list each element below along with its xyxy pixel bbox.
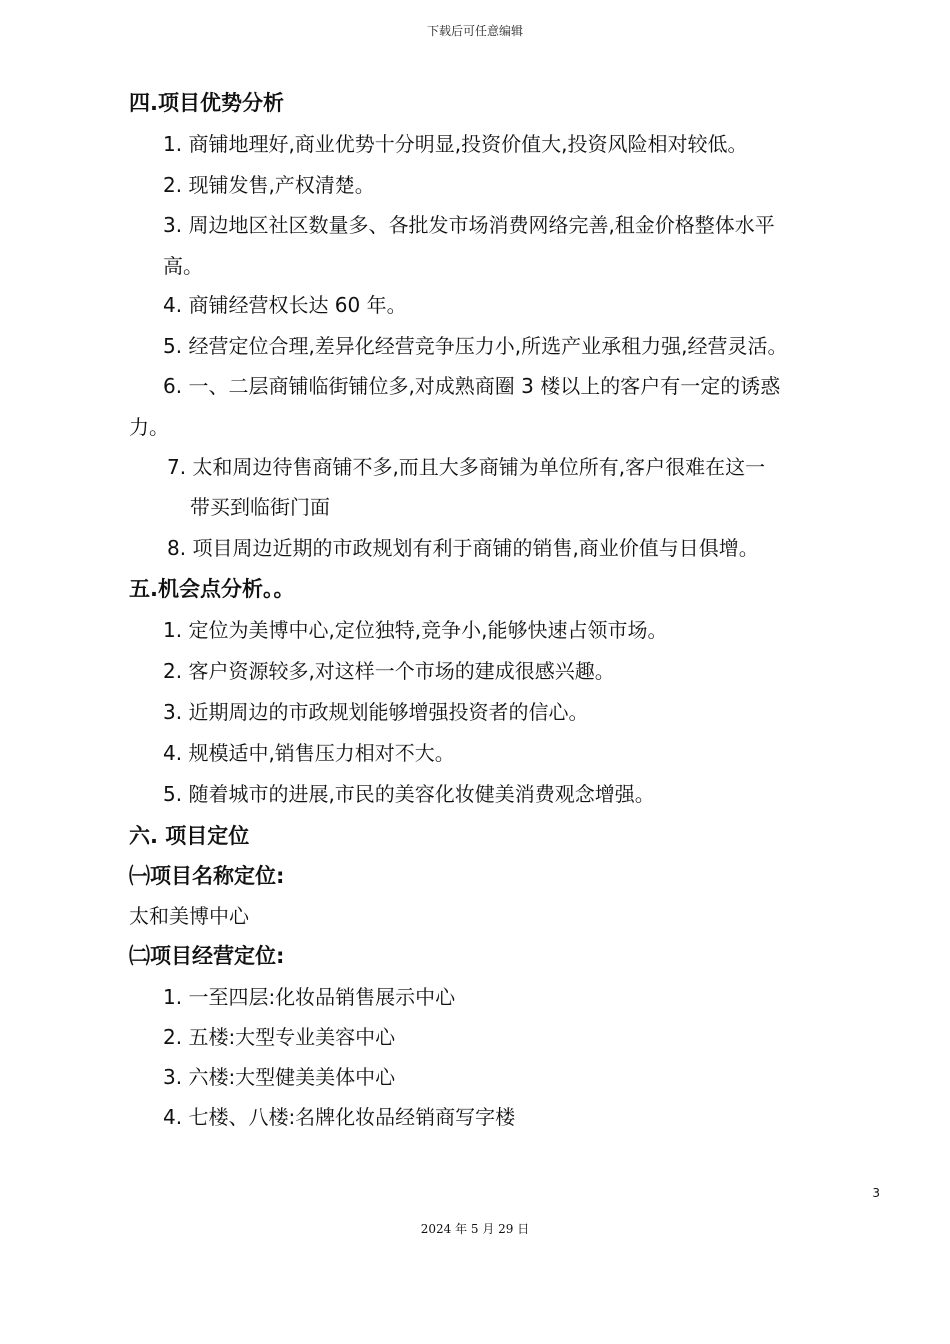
section-heading-advantages: 四.项目优势分析	[129, 91, 284, 115]
list-item: 4. 规模适中,销售压力相对不大。	[163, 741, 455, 765]
list-item: 7. 太和周边待售商铺不多,而且大多商铺为单位所有,客户很难在这一	[167, 455, 766, 479]
list-item: 8. 项目周边近期的市政规划有利于商铺的销售,商业价值与日俱增。	[167, 536, 759, 560]
subheading-name-positioning: ㈠项目名称定位:	[129, 864, 285, 888]
list-item: 4. 七楼、八楼:名牌化妆品经销商写字楼	[163, 1105, 516, 1129]
list-item: 3. 六楼:大型健美美体中心	[163, 1065, 396, 1089]
section-heading-opportunities: 五.机会点分析。。	[129, 577, 295, 601]
list-item: 1. 商铺地理好,商业优势十分明显,投资价值大,投资风险相对较低。	[163, 132, 748, 156]
list-item: 5. 随着城市的进展,市民的美容化妆健美消费观念增强。	[163, 782, 655, 806]
list-item-continuation: 力。	[129, 415, 169, 439]
list-item: 2. 现铺发售,产权清楚。	[163, 173, 375, 197]
list-item: 1. 一至四层:化妆品销售展示中心	[163, 985, 456, 1009]
page-header: 下载后可任意编辑	[426, 24, 523, 38]
page-number: 3	[872, 1186, 880, 1200]
list-item: 2. 客户资源较多,对这样一个市场的建成很感兴趣。	[163, 659, 615, 683]
list-item: 1. 定位为美博中心,定位独特,竞争小,能够快速占领市场。	[163, 618, 668, 642]
list-item: 3. 近期周边的市政规划能够增强投资者的信心。	[163, 700, 589, 724]
section-heading-positioning: 六. 项目定位	[129, 824, 250, 848]
list-item: 5. 经营定位合理,差异化经营竞争压力小,所选产业承租力强,经营灵活。	[163, 334, 788, 358]
list-item: 4. 商铺经营权长达 60 年。	[163, 293, 407, 317]
list-item: 2. 五楼:大型专业美容中心	[163, 1025, 396, 1049]
list-item: 6. 一、二层商铺临街铺位多,对成熟商圈 3 楼以上的客户有一定的诱惑	[163, 374, 781, 398]
subheading-business-positioning: ㈡项目经营定位:	[129, 944, 285, 968]
footer-date: 2024 年 5 月 29 日	[420, 1222, 530, 1236]
list-item-continuation: 带买到临街门面	[190, 495, 330, 519]
list-item-continuation: 高。	[163, 254, 203, 278]
project-name: 太和美博中心	[129, 904, 249, 928]
list-item: 3. 周边地区社区数量多、各批发市场消费网络完善,租金价格整体水平	[163, 213, 775, 237]
